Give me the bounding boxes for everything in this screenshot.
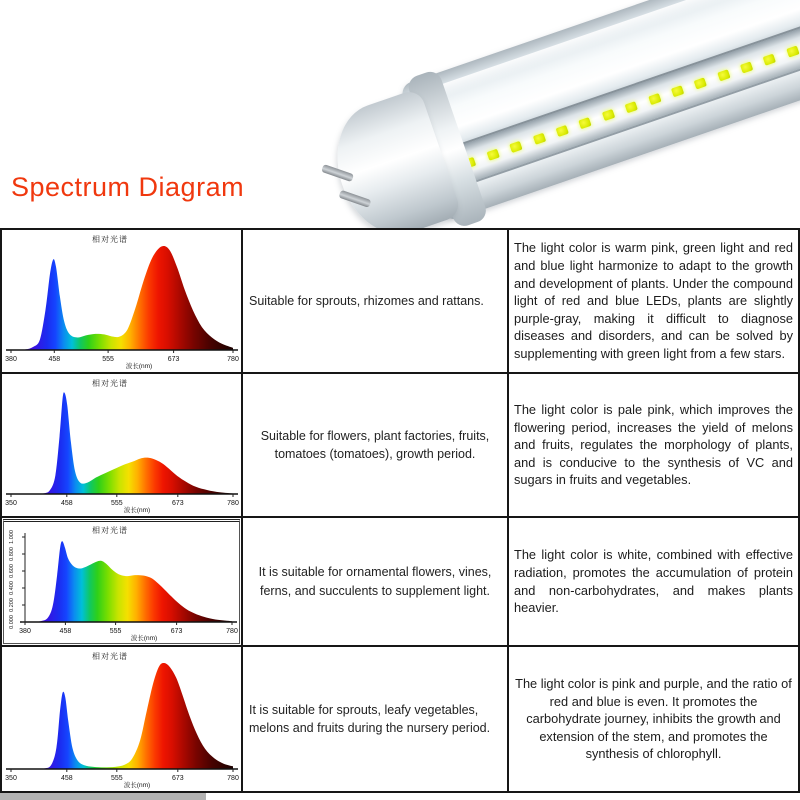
led-chip	[509, 140, 522, 152]
svg-text:0.200: 0.200	[9, 598, 15, 612]
led-chip	[648, 93, 661, 105]
led-chip	[694, 77, 707, 89]
svg-text:673: 673	[171, 500, 184, 507]
svg-text:458: 458	[60, 775, 73, 782]
svg-text:350: 350	[5, 500, 17, 507]
light-color-cell-2	[509, 374, 798, 518]
led-chip	[625, 101, 638, 113]
led-chip	[740, 61, 753, 73]
chart-cell-1	[2, 230, 243, 374]
svg-text:1.000: 1.000	[9, 530, 15, 544]
svg-text:555: 555	[102, 356, 114, 363]
spectrum-chart-2	[3, 375, 240, 515]
svg-text:相对光谱: 相对光谱	[92, 379, 128, 388]
chart-cell-4	[2, 647, 243, 791]
light-color-text-1: The light color is warm pink, green light and red and blue light harmonize to adapt to the growth and development of plants. Under the compound light of red and blue LEDs, plants are slightly purple-gray, making it difficult to diagnose diseases and disorders, and can be solved by supplementing with green light from a few stars.	[514, 240, 793, 362]
svg-text:780: 780	[227, 500, 239, 507]
svg-text:380: 380	[19, 628, 31, 635]
led-chip	[555, 124, 568, 136]
svg-text:0.000: 0.000	[9, 615, 15, 629]
light-color-cell-1	[509, 230, 798, 374]
suitability-text-2: Suitable for flowers, plant factories, fruits, tomatoes (tomatoes), growth period.	[260, 428, 490, 461]
led-chip	[486, 148, 499, 160]
svg-text:458: 458	[60, 500, 73, 507]
suitability-text-4: It is suitable for sprouts, leafy vegetables, melons and fruits during the nursery period.	[249, 702, 491, 735]
led-chip	[717, 69, 730, 81]
svg-text:350: 350	[5, 775, 17, 782]
suitability-cell-2	[243, 374, 509, 518]
svg-text:673: 673	[171, 775, 184, 782]
suitability-cell-1	[243, 230, 509, 374]
led-chip	[763, 53, 776, 65]
led-chip	[671, 85, 684, 97]
svg-text:780: 780	[226, 628, 238, 635]
light-color-cell-3	[509, 518, 798, 647]
svg-text:波长(nm): 波长(nm)	[123, 782, 151, 789]
svg-text:波长(nm): 波长(nm)	[125, 363, 153, 370]
svg-text:555: 555	[109, 628, 122, 635]
svg-text:0.600: 0.600	[9, 564, 15, 578]
led-chip	[532, 132, 545, 144]
spectrum-chart-3	[3, 519, 240, 644]
chart-cell-2	[2, 374, 243, 518]
svg-text:673: 673	[167, 356, 180, 363]
svg-text:相对光谱: 相对光谱	[92, 652, 128, 661]
suitability-cell-3	[243, 518, 509, 647]
svg-text:相对光谱: 相对光谱	[92, 235, 128, 244]
svg-text:555: 555	[110, 500, 123, 507]
chart-cell-3	[2, 518, 243, 647]
image-edge-strip	[0, 793, 206, 800]
led-chip	[786, 45, 799, 57]
svg-text:780: 780	[227, 775, 239, 782]
svg-text:0.800: 0.800	[9, 547, 15, 561]
svg-text:555: 555	[110, 775, 123, 782]
led-chip	[578, 117, 591, 129]
svg-text:673: 673	[170, 628, 183, 635]
suitability-text-1: Suitable for sprouts, rhizomes and rattans.	[249, 293, 484, 308]
light-color-text-3: The light color is white, combined with effective radiation, promotes the accumulation of protein and non-carbohydrates, and makes plants heavier.	[514, 547, 793, 616]
light-color-cell-4	[509, 647, 798, 791]
spectrum-table	[0, 228, 800, 793]
spectrum-chart-1	[3, 231, 240, 371]
page-title: Spectrum Diagram	[11, 172, 245, 202]
svg-text:相对光谱: 相对光谱	[92, 526, 128, 535]
led-chip	[601, 109, 614, 121]
spectrum-chart-4	[3, 648, 240, 790]
light-color-text-4: The light color is pink and purple, and the ratio of red and blue is even. It promotes the carbohydrate journey, inhibits the growth and extension of the stem, and promotes the synthesis of chlorophyll.	[515, 675, 792, 762]
svg-text:380: 380	[5, 356, 17, 363]
led-tube-image	[317, 0, 800, 254]
svg-text:波长(nm): 波长(nm)	[123, 507, 151, 514]
suitability-text-3: It is suitable for ornamental flowers, vines, ferns, and succulents to supplement light.	[258, 565, 492, 598]
light-color-text-2: The light color is pale pink, which improves the flowering period, increases the yield of melons and fruits, regulates the morphology of plants, and is conducive to the synthesis of VC and sugars in fruits and vegetables.	[514, 401, 793, 488]
svg-text:780: 780	[227, 356, 239, 363]
svg-text:波长(nm): 波长(nm)	[130, 635, 158, 642]
svg-text:458: 458	[48, 356, 61, 363]
svg-text:0.400: 0.400	[9, 581, 15, 595]
suitability-cell-4	[243, 647, 509, 791]
svg-text:458: 458	[59, 628, 72, 635]
